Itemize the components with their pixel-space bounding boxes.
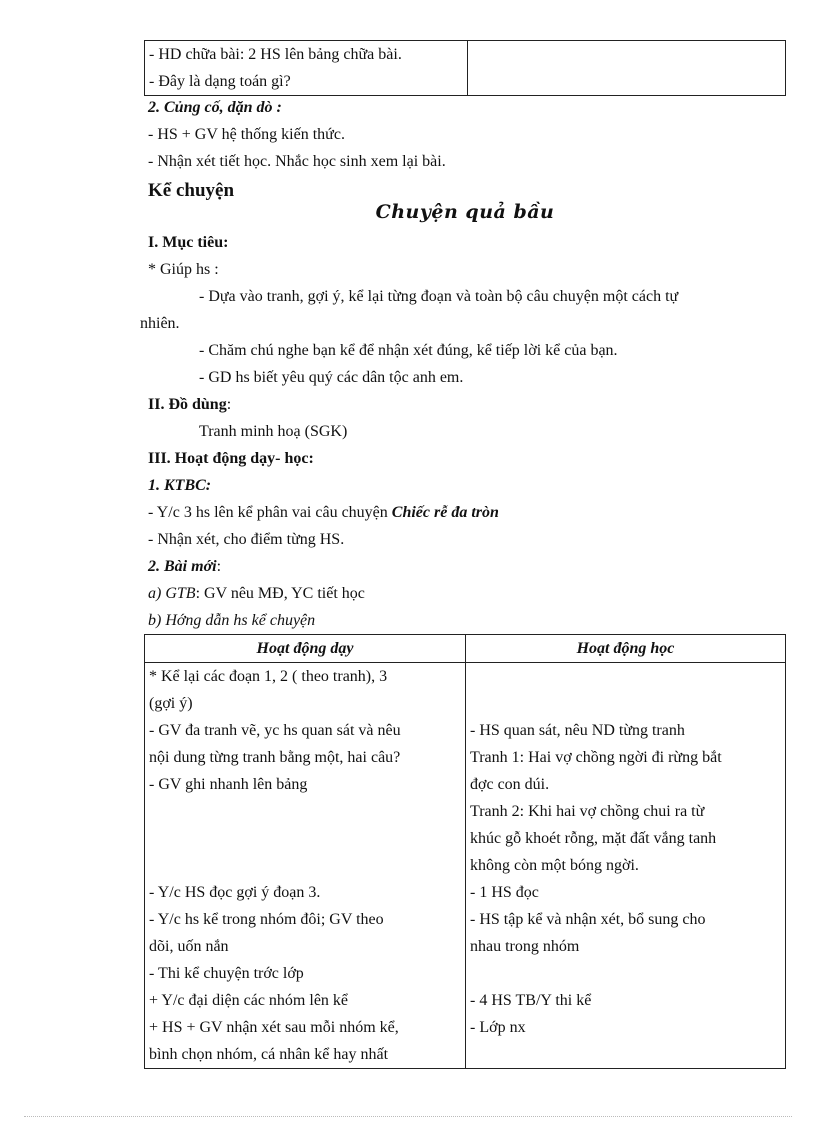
- teacher-line: dõi, uốn nắn: [149, 938, 229, 955]
- ktbc-story-name: Chiếc rễ đa tròn: [391, 504, 499, 521]
- student-line: đợc con dúi.: [470, 776, 550, 793]
- teacher-line: bình chọn nhóm, cá nhân kể hay nhất: [149, 1046, 389, 1063]
- student-line: - HS tập kể và nhận xét, bổ sung cho: [470, 911, 706, 928]
- teacher-line: - Y/c hs kể trong nhóm đôi; GV theo: [149, 911, 384, 928]
- teacher-line: + HS + GV nhận xét sau mỗi nhóm kể,: [149, 1019, 399, 1036]
- teacher-line: - Thi kể chuyện trớc lớp: [149, 965, 304, 982]
- student-line: [470, 663, 781, 690]
- top-table-line: - Đây là dạng toán gì?: [149, 73, 291, 90]
- student-line: [470, 960, 781, 987]
- student-line: khúc gỗ khoét rỗng, mặt đất vắng tanh: [470, 830, 717, 847]
- student-line: - 1 HS đọc: [470, 884, 539, 901]
- teacher-line: - GV đa tranh vẽ, yc hs quan sát và nêu: [149, 722, 401, 739]
- teacher-line: [149, 798, 461, 825]
- new-lesson-line: [148, 553, 221, 580]
- teacher-line: * Kể lại các đoạn 1, 2 ( theo tranh), 3: [149, 668, 388, 685]
- objective-item: - Dựa vào tranh, gợi ý, kể lại từng đoạn và toàn bộ câu chuyện một cách tự: [199, 288, 679, 305]
- top-table-right-cell: [468, 41, 786, 96]
- teacher-line: + Y/c đại diện các nhóm lên kể: [149, 992, 349, 1009]
- materials-line: [148, 391, 231, 418]
- ktbc-line: [148, 499, 499, 526]
- new-lesson-heading: 2. Bài mới: [148, 558, 217, 575]
- objective-item: - GD hs biết yêu quý các dân tộc anh em.: [199, 369, 464, 386]
- header-teacher-activity: Hoạt động dạy: [145, 635, 466, 663]
- objectives-heading: I. Mục tiêu:: [148, 234, 229, 251]
- materials-heading: II. Đồ dùng: [148, 396, 227, 413]
- teacher-line: - GV ghi nhanh lên bảng: [149, 776, 308, 793]
- objective-item-continued: nhiên.: [140, 315, 180, 332]
- student-line: [470, 1041, 781, 1068]
- objectives-intro: * Giúp hs :: [148, 261, 219, 278]
- consolidate-heading: 2. Củng cố, dặn dò :: [148, 99, 282, 116]
- ktbc-task: - Y/c 3 hs lên kể phân vai câu chuyện: [148, 504, 388, 521]
- materials-item: Tranh minh hoạ (SGK): [199, 423, 348, 440]
- header-student-activity: Hoạt động học: [466, 635, 786, 663]
- student-activity-cell: [466, 663, 786, 1069]
- ktbc-heading: 1. KTBC:: [148, 477, 212, 494]
- gtb-text: : GV nêu MĐ, YC tiết học: [195, 585, 365, 602]
- student-line: - Lớp nx: [470, 1019, 526, 1036]
- new-lesson-colon: :: [216, 558, 222, 575]
- top-table-line: - HD chữa bài: 2 HS lên bảng chữa bài.: [149, 46, 402, 63]
- consolidate-item: - HS + GV hệ thống kiến thức.: [148, 126, 345, 143]
- student-line: không còn một bóng ngời.: [470, 857, 639, 874]
- gtb-label: a) GTB: [148, 585, 196, 602]
- teacher-line: - Y/c HS đọc gợi ý đoạn 3.: [149, 884, 321, 901]
- teacher-line: [149, 825, 461, 852]
- student-line: - 4 HS TB/Y thi kể: [470, 992, 592, 1009]
- story-title: Chuyện quả bầu: [375, 201, 555, 223]
- consolidate-item: - Nhận xét tiết học. Nhắc học sinh xem lại bài.: [148, 153, 446, 170]
- page-footer-divider: [24, 1116, 792, 1117]
- teacher-line: [149, 852, 461, 879]
- continued-activity-table: [144, 40, 786, 96]
- top-table-left-cell: [145, 41, 468, 96]
- teacher-line: (gợi ý): [149, 695, 193, 712]
- objective-item: - Chăm chú nghe bạn kể để nhận xét đúng, kể tiếp lời kể của bạn.: [199, 342, 618, 359]
- gtb-line: [148, 580, 365, 607]
- subject-heading: Kể chuyện: [148, 180, 235, 201]
- student-line: Tranh 1: Hai vợ chồng ngời đi rừng bắt: [470, 749, 722, 766]
- student-line: [470, 690, 781, 717]
- student-line: - HS quan sát, nêu ND từng tranh: [470, 722, 685, 739]
- activities-heading: III. Hoạt động dạy- học:: [148, 450, 314, 467]
- guide-heading: b) Hớng dẫn hs kể chuyện: [148, 612, 316, 629]
- materials-colon: :: [226, 396, 232, 413]
- teacher-line: nội dung từng tranh bằng một, hai câu?: [149, 749, 401, 766]
- ktbc-line: - Nhận xét, cho điểm từng HS.: [148, 531, 345, 548]
- student-line: nhau trong nhóm: [470, 938, 580, 955]
- activity-table: [144, 634, 786, 1069]
- teacher-activity-cell: [145, 663, 466, 1069]
- student-line: Tranh 2: Khi hai vợ chồng chui ra từ: [470, 803, 705, 820]
